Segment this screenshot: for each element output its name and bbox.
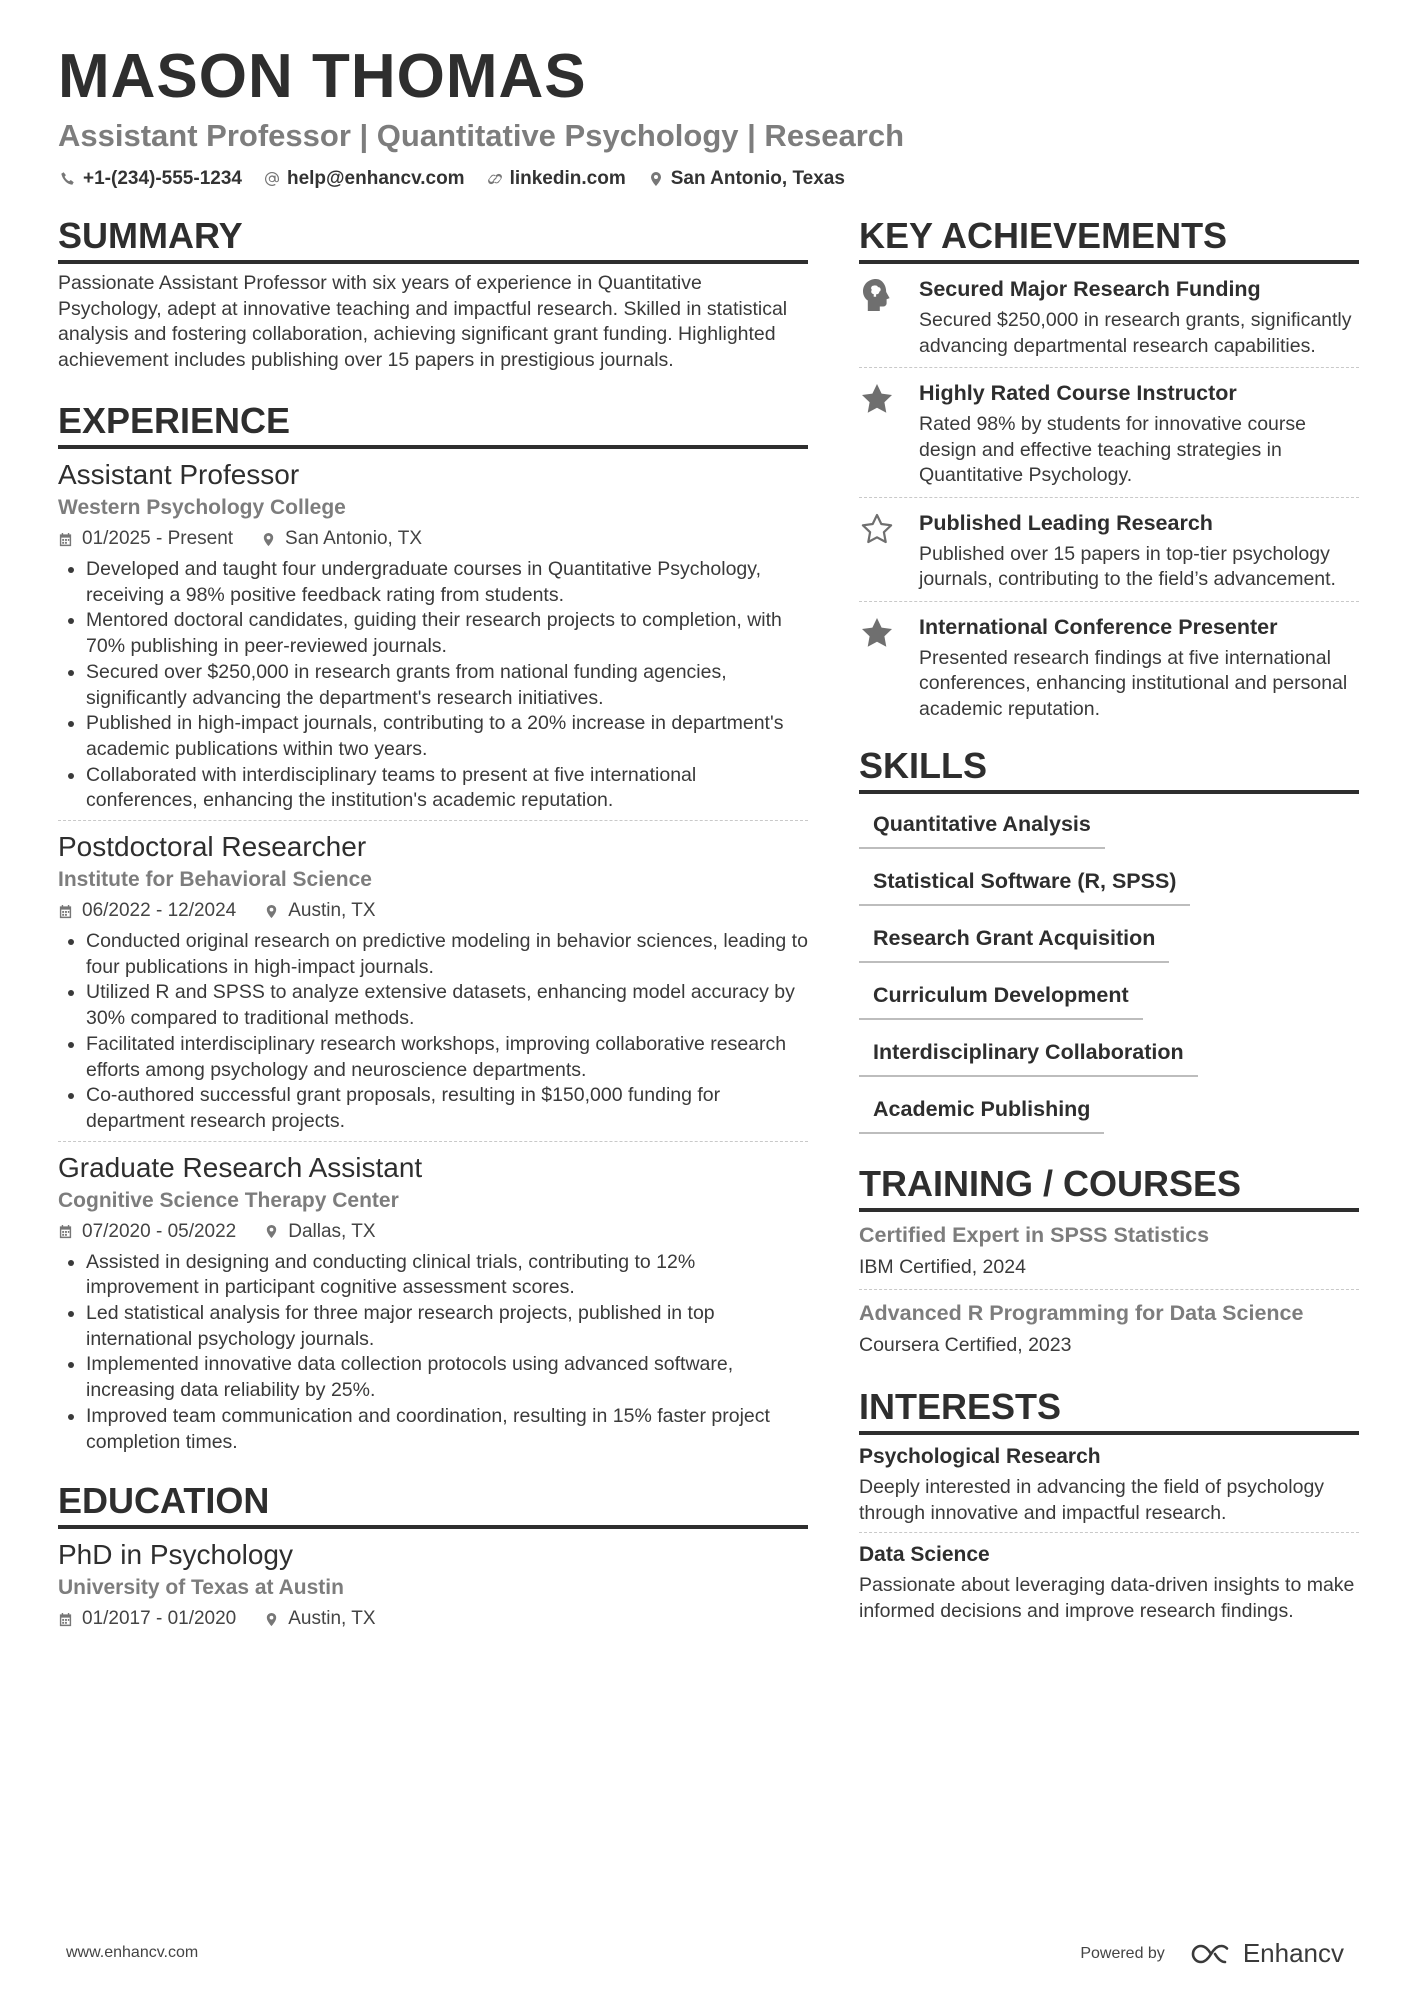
- interest-title: Data Science: [859, 1543, 990, 1566]
- job-company: Western Psychology College: [58, 496, 346, 519]
- skill-tag: Curriculum Development: [859, 973, 1143, 1020]
- interest-item: [859, 1435, 1359, 1532]
- course-item: [859, 1212, 1359, 1289]
- job-title: Assistant Professor: [58, 459, 300, 490]
- location-pin-icon: [261, 532, 276, 547]
- location-pin-icon: [264, 904, 279, 919]
- contact-email[interactable]: [264, 168, 465, 190]
- job-bullets: [58, 929, 808, 1135]
- education-dates: 01/2017 - 01/2020: [82, 1608, 237, 1630]
- job-location: San Antonio, TX: [285, 528, 423, 549]
- linkedin-text: linkedin.com: [509, 168, 626, 189]
- link-icon: [487, 171, 503, 187]
- summary-text: Passionate Assistant Professor with six years of experience in Quantitative Psychology, adept at innovative teaching and impactful research. Skilled in statistical analysis and fostering collaboration, achieving significant grant funding. Highlighted achievement includes publishing over 15 papers in prestigious journals.: [58, 272, 788, 371]
- job-bullet: • Secured over $250,000 in research grants from national funding agencies, significantly advancing the department's research initiatives.: [86, 660, 808, 711]
- achievement-desc: Rated 98% by students for innovative course design and effective teaching strategies in Quantitative Psychology.: [919, 413, 1306, 486]
- education-location: Austin, TX: [288, 1608, 376, 1630]
- job-company: Institute for Behavioral Science: [58, 868, 372, 892]
- job-location: Austin, TX: [288, 900, 376, 922]
- job-meta: [58, 897, 808, 925]
- job-bullet: • Developed and taught four undergraduate courses in Quantitative Psychology, receiving a 98% positive feedback rating from students.: [86, 557, 808, 608]
- achievement-desc: Published over 15 papers in top-tier psychology journals, contributing to the field’s advancement.: [919, 542, 1336, 590]
- location-text: San Antonio, Texas: [670, 168, 845, 189]
- job-title: Graduate Research Assistant: [58, 1151, 423, 1183]
- skill-tag: Interdisciplinary Collaboration: [859, 1030, 1198, 1077]
- job-company: Cognitive Science Therapy Center: [58, 1188, 399, 1212]
- job-bullets: [58, 1250, 808, 1456]
- job-bullet: • Utilized R and SPSS to analyze extensive datasets, enhancing model accuracy by 30% compared to traditional methods.: [86, 980, 808, 1031]
- job-location: Dallas, TX: [288, 1220, 376, 1242]
- achievement-title: International Conference Presenter: [919, 614, 1278, 639]
- achievement-title: Published Leading Research: [919, 510, 1213, 535]
- course-provider: Coursera Certified, 2023: [859, 1334, 1072, 1356]
- experience-heading: EXPERIENCE: [58, 399, 808, 449]
- achievement-item: [859, 264, 1359, 367]
- head-icon: [859, 277, 895, 313]
- achievement-item: [859, 367, 1359, 497]
- achievement-title: Highly Rated Course Instructor: [919, 381, 1237, 405]
- location-pin-icon: [648, 171, 664, 187]
- job-meta: [58, 525, 808, 553]
- calendar-icon: [58, 1612, 73, 1627]
- phone-text: +1-(234)-555-1234: [83, 168, 242, 189]
- interests-section: [859, 1385, 1359, 1630]
- job-bullet: • Conducted original research on predictive modeling in behavior sciences, leading to four publications in high-impact journals.: [86, 929, 808, 980]
- enhancv-logo-icon: [1191, 1941, 1235, 1967]
- job-bullet: • Co-authored successful grant proposals, resulting in $150,000 funding for department research projects.: [86, 1083, 808, 1134]
- job-bullet: • Collaborated with interdisciplinary teams to present at five international conferences, enhancing the institution's academic reputation.: [86, 763, 808, 814]
- star-outline-icon: [859, 511, 895, 547]
- calendar-icon: [58, 532, 73, 547]
- experience-section: [58, 399, 808, 1461]
- location-pin-icon: [264, 1612, 279, 1627]
- phone-icon: [60, 171, 76, 187]
- job-bullet: • Published in high-impact journals, contributing to a 20% increase in department's academic publications within two years.: [86, 711, 808, 762]
- course-title: Advanced R Programming for Data Science: [859, 1301, 1304, 1325]
- at-icon: [264, 171, 280, 187]
- skill-tag: Quantitative Analysis: [859, 802, 1105, 849]
- contact-location: [648, 168, 845, 190]
- degree-title: PhD in Psychology: [58, 1539, 294, 1571]
- interest-desc: Deeply interested in advancing the field of psychology through innovative and impactful research.: [859, 1476, 1325, 1524]
- job-dates: 07/2020 - 05/2022: [82, 1220, 237, 1242]
- job-dates: 01/2025 - Present: [82, 528, 234, 549]
- location-pin-icon: [264, 1224, 279, 1239]
- training-heading: TRAINING / COURSES: [859, 1162, 1359, 1212]
- enhancv-brand-text: Enhancv: [1242, 1938, 1344, 1968]
- candidate-title: Assistant Professor | Quantitative Psychology | Research: [58, 118, 905, 153]
- course-title: Certified Expert in SPSS Statistics: [859, 1223, 1210, 1247]
- achievements-section: [859, 214, 1359, 730]
- achievement-desc: Presented research findings at five international conferences, enhancing institutional and personal academic reputation.: [919, 646, 1348, 720]
- job-entry: [58, 820, 808, 1141]
- achievement-item: [859, 497, 1359, 601]
- powered-by-label: Powered by: [1080, 1944, 1165, 1962]
- skill-tag: Academic Publishing: [859, 1087, 1104, 1134]
- email-text: help@enhancv.com: [286, 168, 465, 189]
- footer-website[interactable]: www.enhancv.com: [66, 1944, 199, 1961]
- course-provider: IBM Certified, 2024: [859, 1256, 1026, 1278]
- job-entry: [58, 449, 808, 820]
- achievements-heading: KEY ACHIEVEMENTS: [859, 214, 1359, 264]
- interest-desc: Passionate about leveraging data-driven insights to make informed decisions and improve research findings.: [859, 1574, 1355, 1622]
- education-entry: [58, 1529, 808, 1639]
- achievement-desc: Secured $250,000 in research grants, significantly advancing departmental research capabilities.: [919, 309, 1352, 357]
- skills-list: [859, 794, 1359, 1144]
- job-bullet: • Improved team communication and coordination, resulting in 15% faster project completion times.: [86, 1404, 808, 1455]
- education-heading: EDUCATION: [58, 1479, 808, 1529]
- star-filled-icon: [859, 615, 895, 651]
- job-title: Postdoctoral Researcher: [58, 831, 367, 863]
- footer-branding: [1080, 1938, 1344, 1969]
- job-bullet: • Led statistical analysis for three major research projects, published in top international psychology journals.: [86, 1301, 808, 1352]
- interest-title: Psychological Research: [859, 1445, 1101, 1468]
- training-section: [859, 1162, 1359, 1367]
- right-column: [859, 214, 1359, 1630]
- left-column: [58, 214, 808, 1639]
- contact-linkedin[interactable]: [487, 168, 626, 190]
- job-bullet: • Assisted in designing and conducting clinical trials, contributing to 12% improvement in participant cognitive assessment scores.: [86, 1250, 808, 1301]
- skills-section: [859, 744, 1359, 1144]
- contact-phone[interactable]: [60, 168, 242, 190]
- job-bullet: • Implemented innovative data collection protocols using advanced software, increasing data reliability by 25%.: [86, 1352, 808, 1403]
- school-name: University of Texas at Austin: [58, 1576, 344, 1600]
- job-entry: [58, 1141, 808, 1462]
- interest-item: [859, 1532, 1359, 1630]
- job-meta: [58, 1218, 808, 1246]
- course-item: [859, 1289, 1359, 1367]
- calendar-icon: [58, 904, 73, 919]
- achievement-title: Secured Major Research Funding: [919, 277, 1261, 301]
- summary-section: [58, 214, 808, 373]
- job-bullets: [58, 557, 808, 814]
- skill-tag: Research Grant Acquisition: [859, 916, 1169, 963]
- candidate-name: MASON THOMAS: [58, 42, 587, 111]
- job-bullet: • Facilitated interdisciplinary research workshops, improving collaborative research efforts among psychology and neuroscience departments.: [86, 1032, 808, 1083]
- contact-bar: [60, 168, 867, 190]
- job-dates: 06/2022 - 12/2024: [82, 900, 237, 922]
- interests-heading: INTERESTS: [859, 1385, 1359, 1435]
- calendar-icon: [58, 1224, 73, 1239]
- skills-heading: SKILLS: [859, 744, 1359, 794]
- achievement-item: [859, 601, 1359, 731]
- summary-heading: SUMMARY: [58, 214, 808, 264]
- skill-tag: Statistical Software (R, SPSS): [859, 859, 1190, 906]
- job-bullet: • Mentored doctoral candidates, guiding their research projects to completion, with 70% publishing in peer-reviewed journals.: [86, 608, 808, 659]
- education-meta: [58, 1605, 808, 1633]
- education-section: [58, 1479, 808, 1639]
- star-filled-icon: [859, 381, 895, 417]
- enhancv-logo[interactable]: [1191, 1938, 1344, 1969]
